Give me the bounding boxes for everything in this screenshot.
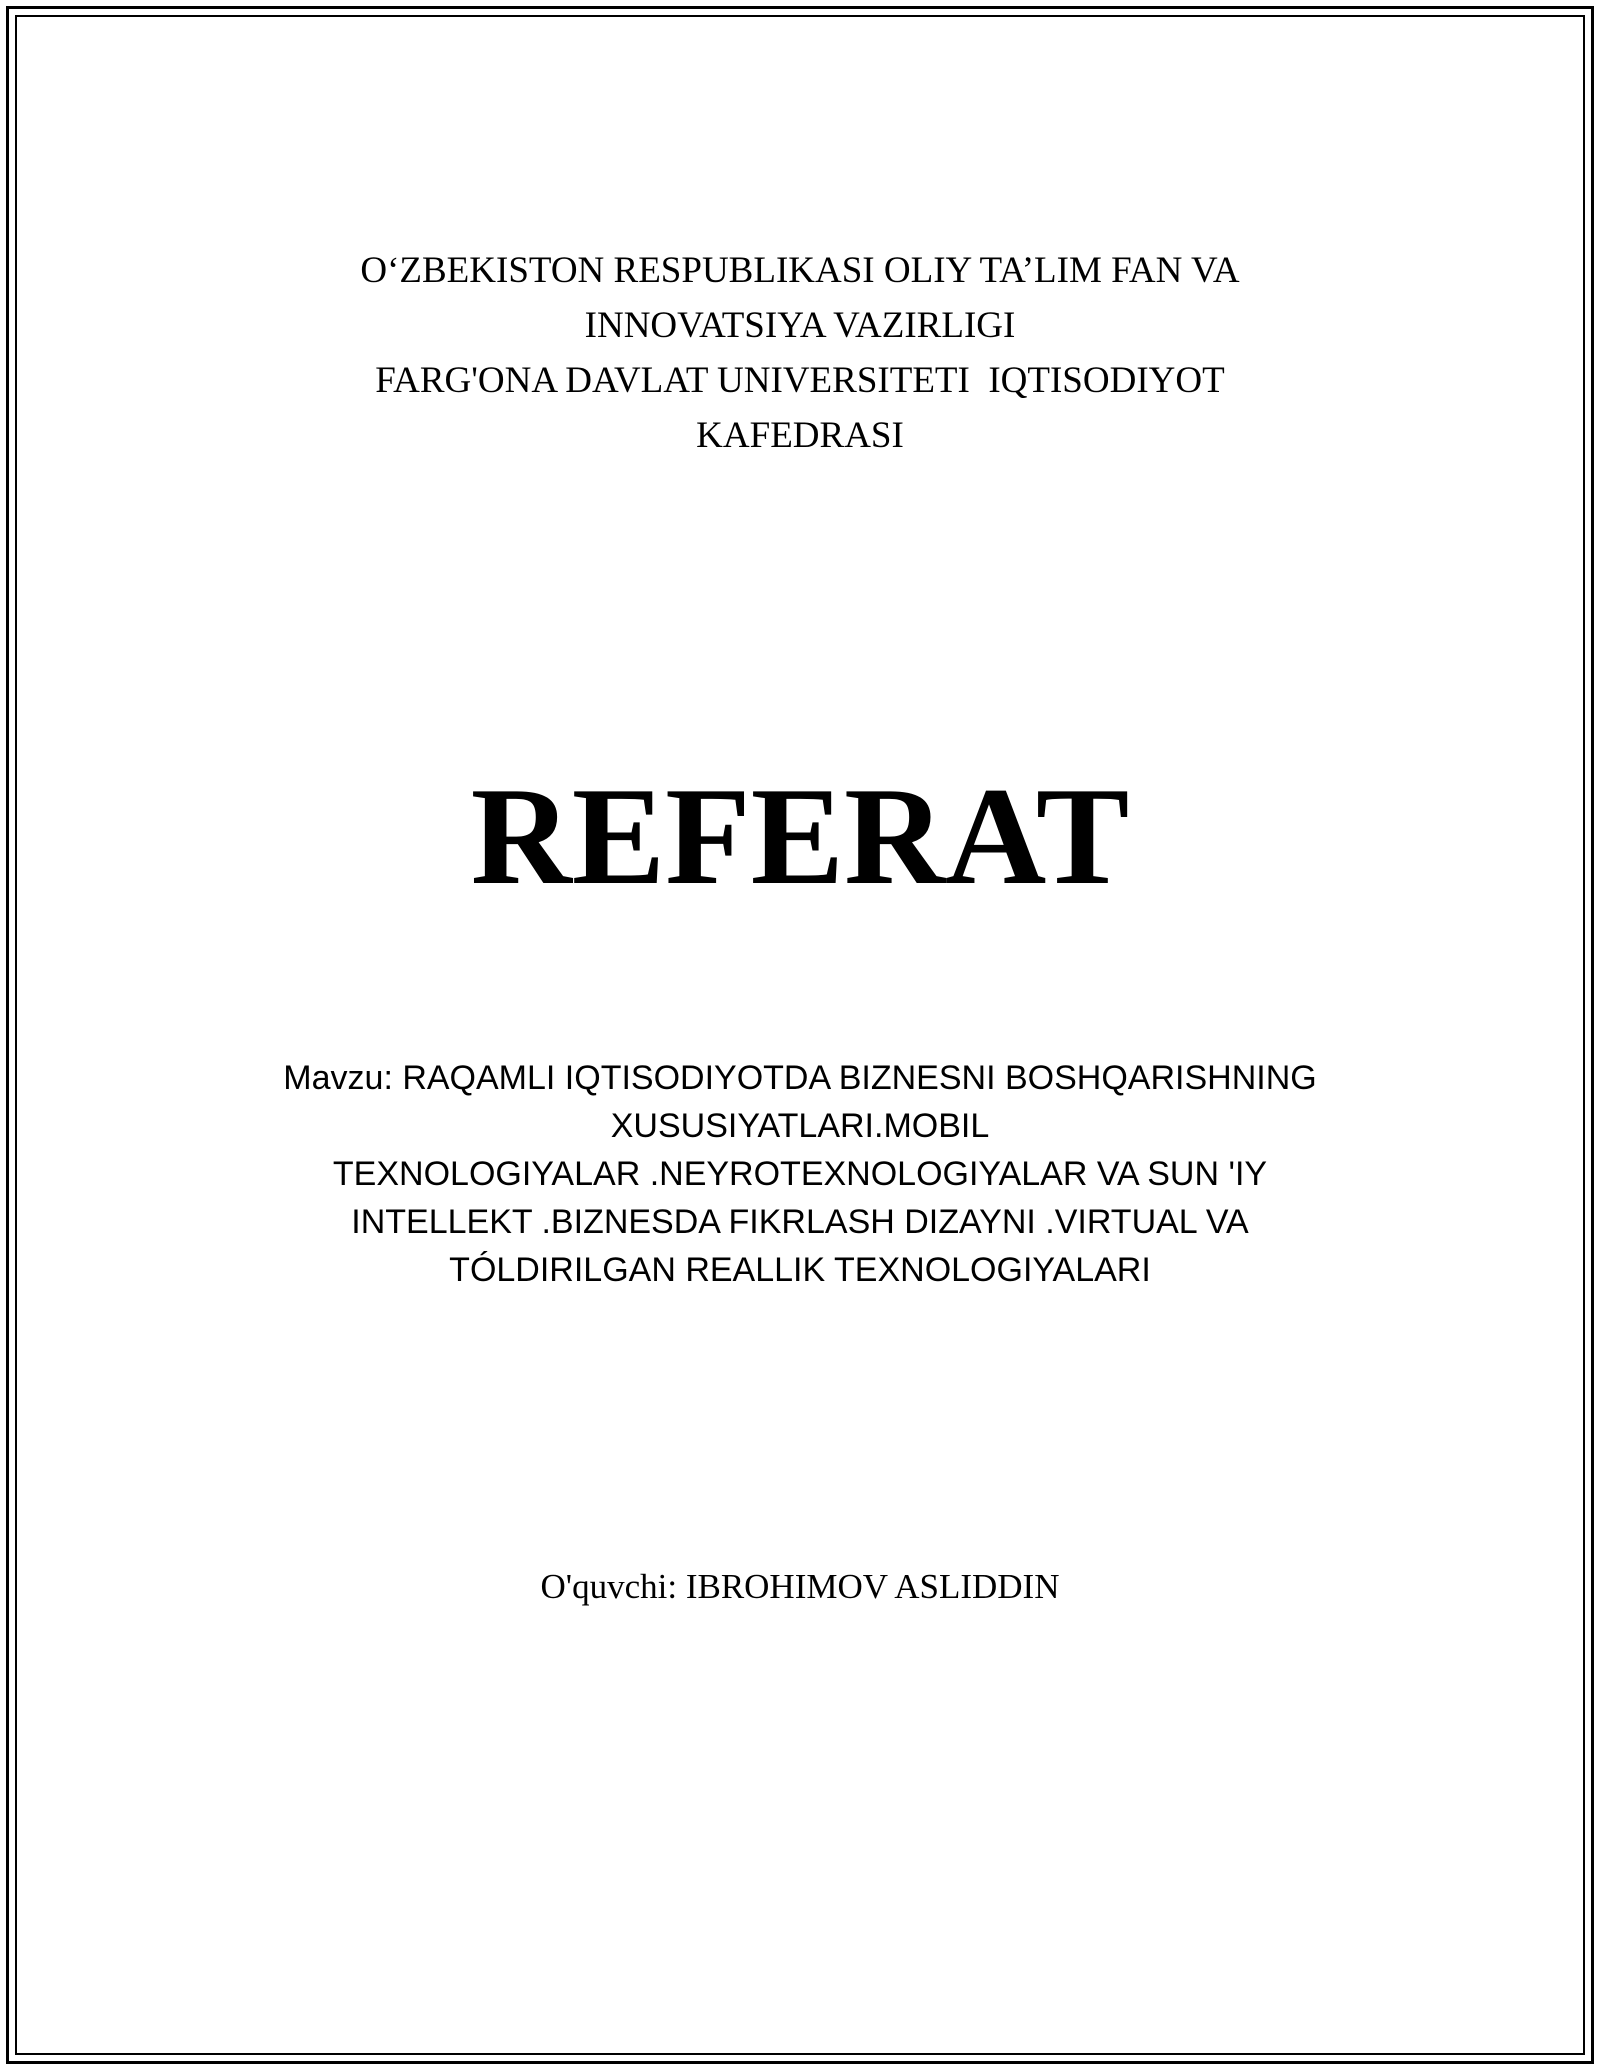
topic-line-2: XUSUSIYATLARI.MOBIL: [610, 1107, 990, 1145]
ministry-line-2: INNOVATSIYA VAZIRLIGI: [584, 305, 1016, 346]
ministry-line-1: O‘ZBEKISTON RESPUBLIKASI OLIY TA’LIM FAN VA: [360, 250, 1240, 291]
topic-line-3: TEXNOLOGIYALAR .NEYROTEXNOLOGIYALAR VA SUN 'IY: [332, 1155, 1268, 1193]
topic-line-4: INTELLEKT .BIZNESDA FIKRLASH DIZAYNI .VIRTUAL VA: [351, 1203, 1249, 1241]
document-title: REFERAT: [470, 759, 1130, 914]
topic-block: [0, 1054, 1600, 1294]
university-line-1: FARG'ONA DAVLAT UNIVERSITETI IQTISODIYOT: [375, 360, 1225, 401]
topic-line-1: Mavzu: RAQAMLI IQTISODIYOTDA BIZNESNI BOSHQARISHNING: [283, 1059, 1317, 1097]
university-line-2: KAFEDRASI: [696, 415, 904, 456]
topic-line-5: TÓLDIRILGAN REALLIK TEXNOLOGIYALARI: [449, 1251, 1151, 1289]
student-name: O'quvchi: IBROHIMOV ASLIDDIN: [540, 1567, 1060, 1606]
ministry-header: [0, 243, 1600, 463]
